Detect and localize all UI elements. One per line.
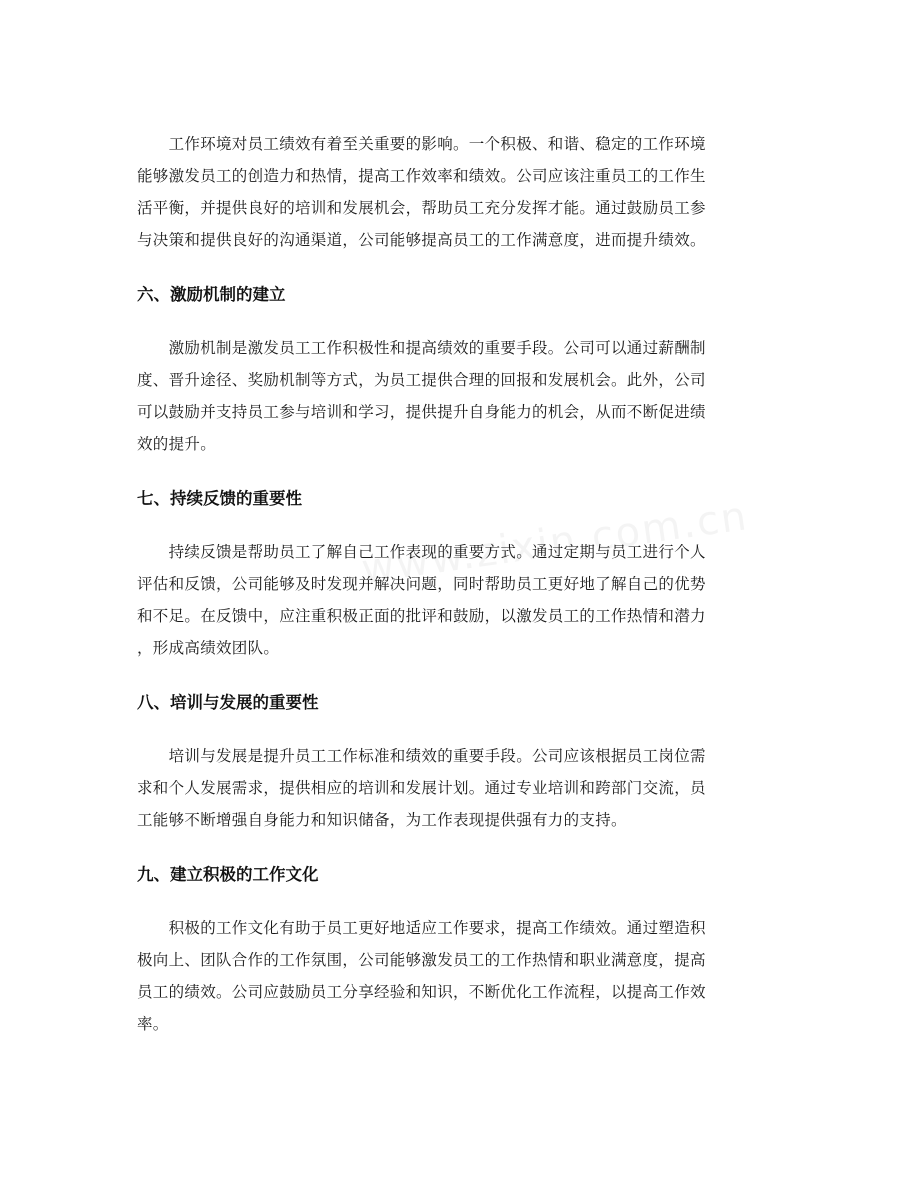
paragraph-line: 能够激发员工的创造力和热情，提高工作效率和绩效。公司应该注重员工的工作生 — [137, 167, 706, 185]
section-heading-culture: 九、建立积极的工作文化 — [137, 865, 319, 884]
paragraph-line: 持续反馈是帮助员工了解自己工作表现的重要方式。通过定期与员工进行个人 — [137, 543, 706, 561]
paragraph-line: 培训与发展是提升员工工作标准和绩效的重要手段。公司应该根据员工岗位需 — [137, 747, 706, 765]
paragraph-line: 极向上、团队合作的工作氛围，公司能够激发员工的工作热情和职业满意度，提高 — [137, 951, 706, 969]
paragraph-line: 率。 — [137, 1015, 169, 1033]
paragraph-line: 效的提升。 — [137, 435, 217, 453]
paragraph-line: 可以鼓励并支持员工参与培训和学习，提供提升自身能力的机会，从而不断促进绩 — [137, 403, 706, 421]
document-body — [137, 128, 783, 1064]
paragraph-line: 工能够不断增强自身能力和知识储备，为工作表现提供强有力的支持。 — [137, 811, 627, 829]
paragraph-line: 与决策和提供良好的沟通渠道，公司能够提高员工的工作满意度，进而提升绩效。 — [137, 231, 706, 249]
paragraph-feedback — [137, 536, 783, 664]
paragraph-line: 求和个人发展需求，提供相应的培训和发展计划。通过专业培训和跨部门交流，员 — [137, 779, 706, 797]
paragraph-line: 员工的绩效。公司应鼓励员工分享经验和知识，不断优化工作流程，以提高工作效 — [137, 983, 706, 1001]
paragraph-line: 度、晋升途径、奖励机制等方式，为员工提供合理的回报和发展机会。此外，公司 — [137, 371, 706, 389]
paragraph-line: 活平衡，并提供良好的培训和发展机会，帮助员工充分发挥才能。通过鼓励员工参 — [137, 199, 706, 217]
paragraph-line: 激励机制是激发员工工作积极性和提高绩效的重要手段。公司可以通过薪酬制 — [137, 339, 706, 357]
section-heading-incentive: 六、激励机制的建立 — [137, 285, 286, 304]
paragraph-training — [137, 740, 783, 836]
paragraph-line: ，形成高绩效团队。 — [137, 639, 280, 657]
paragraph-work-environment — [137, 128, 783, 256]
paragraph-incentive — [137, 332, 783, 460]
paragraph-line: 评估和反馈，公司能够及时发现并解决问题，同时帮助员工更好地了解自己的优势 — [137, 575, 706, 593]
paragraph-line: 积极的工作文化有助于员工更好地适应工作要求，提高工作绩效。通过塑造积 — [137, 919, 706, 937]
paragraph-culture — [137, 912, 783, 1040]
section-heading-training: 八、培训与发展的重要性 — [137, 693, 319, 712]
paragraph-line: 和不足。在反馈中，应注重积极正面的批评和鼓励，以激发员工的工作热情和潜力 — [137, 607, 706, 625]
section-heading-feedback: 七、持续反馈的重要性 — [137, 489, 302, 508]
paragraph-line: 工作环境对员工绩效有着至关重要的影响。一个积极、和谐、稳定的工作环境 — [137, 135, 706, 153]
